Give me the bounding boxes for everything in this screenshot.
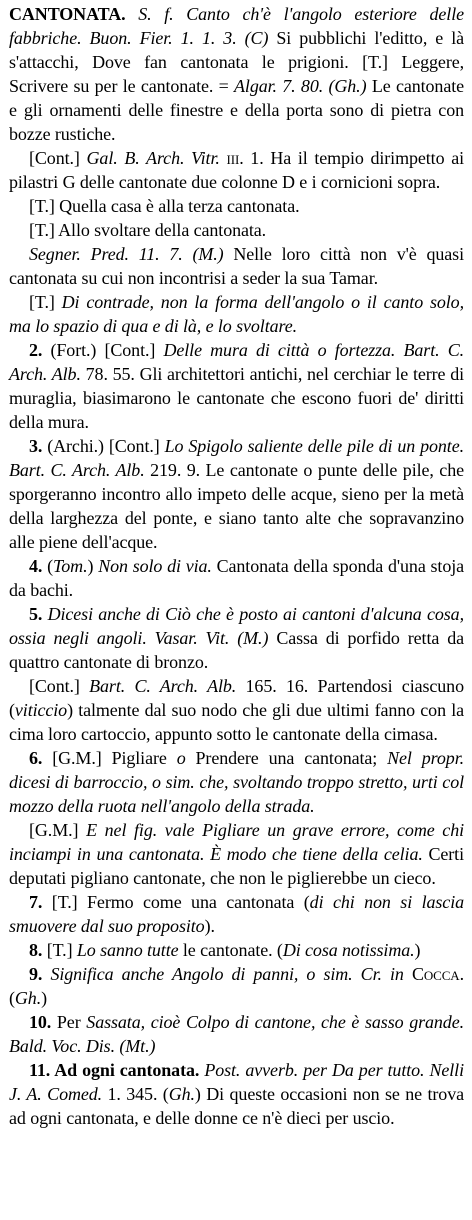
entry-paragraph [9,674,464,746]
entry-text-segment: Post. avverb. per Da per tutto. Nelli J. A. Comed. [9,1060,464,1104]
entry-text-segment: [G.M.] [29,820,87,840]
entry-paragraph [9,962,464,1010]
entry-paragraph [9,434,464,554]
entry-text-segment: ( [42,556,54,576]
entry-text-segment: Cantonata della sponda d'una stoja da bachi. [9,556,465,600]
entry-text-segment: Bart. C. Arch. Alb. [89,676,237,696]
entry-paragraph [9,290,464,338]
entry-text-segment: . ( [9,964,464,1008]
entry-text-segment: Dicesi anche di Ciò che è posto ai cantoni d'alcuna cosa, ossia negli angoli. Vasar. Vit. (M.) [9,604,464,648]
entry-text-segment: 1. 345. ( [102,1084,169,1104]
entry-text-segment: 9. [29,964,43,984]
entry-text-segment: o [176,748,186,768]
entry-paragraph [9,146,464,194]
entry-text-segment: 219. 9. Le cantonate o punte delle pile, che sporgeranno incontro allo impeto delle acque, sieno per la metà della larghezza del ponte, e siano tanto alte che sopravanzino alle piene dell'acque. [9,460,464,552]
entry-text-segment: Gh. [168,1084,195,1104]
entry-text-segment: Per [51,1012,87,1032]
entry-paragraph [9,194,464,218]
entry-paragraph [9,218,464,242]
entry-paragraph [9,1058,464,1130]
entry-paragraph [9,554,464,602]
entry-text-segment: Nelle loro città non v'è quasi cantonata su cui non incontrisi a seder la sua Tamar. [9,244,464,288]
entry-text-segment: CANTONATA. [9,4,126,24]
entry-text-segment: Certi deputati pigliano cantonate, che non le piglierebbe un cieco. [9,844,464,888]
entry-text-segment: (Archi.) [Cont.] [42,436,165,456]
entry-text-segment: ) Di queste occasioni non se ne trova ad ogni cantonata, e delle donne ce n'è dieci per uscio. [9,1084,464,1128]
entry-text-segment: Lo Spigolo saliente delle pile di un ponte. Bart. C. Arch. Alb. [9,436,464,480]
entry-text-segment: Sassata, cioè Colpo di cantone, che è sasso grande. Bald. Voc. Dis. (Mt.) [9,1012,465,1056]
entry-text-segment: [T.] Quella casa è alla terza cantonata. [29,196,300,216]
entry-text-segment: 5. [29,604,43,624]
entry-paragraph [9,338,464,434]
entry-text-segment: Le cantonate e gli ornamenti delle finestre e della porta sono di pietra con bozze rustiche. [9,76,465,144]
entry-text-segment: Cassa di porfido retta da quattro cantonate di bronzo. [9,628,464,672]
entry-text-segment: [Cont.] [29,676,90,696]
entry-text-segment: Prendere una cantonata; [185,748,388,768]
entry-text-segment: 78. 55. Gli architettori antichi, nel cerchiar le terre di muraglia, biasimarono le cantonate che escono fuori de' diritti della mura. [9,364,464,432]
entry-text-segment: Algar. 7. 80. (Gh.) [234,76,367,96]
entry-text-segment: 10. [29,1012,52,1032]
entry-paragraph [9,818,464,890]
entry-paragraph [9,1010,464,1058]
entry-text-segment: Lo sanno tutte [76,940,179,960]
entry-paragraph [9,938,464,962]
entry-text-segment: Delle mura di città o fortezza. Bart. C. Arch. Alb. [9,340,464,384]
entry-text-segment: [G.M.] Pigliare [42,748,177,768]
entry-text-segment: (Fort.) [Cont.] [42,340,164,360]
entry-text-segment: Segner. Pred. 11. 7. (M.) [29,244,224,264]
entry-text-segment: 8. [29,940,43,960]
entry-text-segment: Significa anche Angolo di panni, o sim. Cr. in [42,964,412,984]
entry-text-segment: Di cosa notissima. [282,940,415,960]
entry-text-segment: 7. [29,892,43,912]
entry-text-segment: le cantonate. ( [178,940,283,960]
entry-text-segment: Gal. B. Arch. Vitr. [86,148,220,168]
entry-text-segment: [T.] Fermo come una cantonata ( [42,892,310,912]
entry-text-segment: 165. 16. Partendosi ciascuno ( [9,676,464,720]
entry-paragraph [9,890,464,938]
entry-text-segment: E nel fig. vale Pigliare un grave errore, come chi inciampi in una cantonata. È modo che tiene della celia. [9,820,464,864]
entry-text-segment: ) [414,940,421,960]
entry-paragraph [9,242,464,290]
entry-text-segment: Non solo di via. [98,556,212,576]
entry-text-segment: Si pubblichi l'editto, e là s'attacchi, Dove fan cantonata le prigioni. [T.] Leggere, Scrivere su per le cantonate. = [9,28,464,96]
entry-text-segment: [T.] [29,292,62,312]
entry-paragraph [9,602,464,674]
entry-text-segment: S. f. Canto ch'è l'angolo esteriore delle fabbriche. Buon. Fier. 1. 1. 3. (C) [9,4,464,48]
entry-paragraph [9,746,464,818]
entry-text-segment: [T.] Allo svoltare della cantonata. [29,220,267,240]
entry-text-segment: . 1. Ha il tempio dirimpetto ai pilastri G delle cantonate due colonne D e i cornicioni sopra. [9,148,464,192]
entry-text-segment: [T.] [42,940,77,960]
entry-text-segment: [Cont.] [29,148,87,168]
entry-text-segment: Nel propr. dicesi di barroccio, o sim. che, svoltando troppo stretto, urti col mozzo della ruota nell'angolo della strada. [9,748,465,816]
entry-text-segment: ). [204,916,215,936]
entry-text-segment: 3. [29,436,43,456]
entry-text-segment: Gh. [14,988,42,1008]
entry-text-segment: iii [226,148,240,168]
entry-text-segment: 6. [29,748,43,768]
entry-text-segment: Tom. [53,556,88,576]
entry-text-segment: Di contrade, non la forma dell'angolo o il canto solo, ma lo spazio di qua e di là, e lo svoltare. [9,292,464,336]
entry-paragraph [9,2,464,146]
entry-text-segment: di chi non si lascia smuovere dal suo proposito [9,892,464,936]
entry-text-segment: Cocca [411,964,460,984]
entry-text-segment: ) talmente dal suo nodo che gli due ultimi fanno con la cima loro cartoccio, appunto sotto le cantonate della cimasa. [9,700,464,744]
entry-text-segment: 4. [29,556,43,576]
entry-text-segment: ) [87,556,99,576]
entry-text-segment [220,148,227,168]
entry-text-segment: 2. [29,340,43,360]
entry-text-segment: ) [41,988,48,1008]
entry-text-segment: 11. Ad ogni cantonata. [29,1060,200,1080]
entry-text-segment: viticcio [14,700,68,720]
